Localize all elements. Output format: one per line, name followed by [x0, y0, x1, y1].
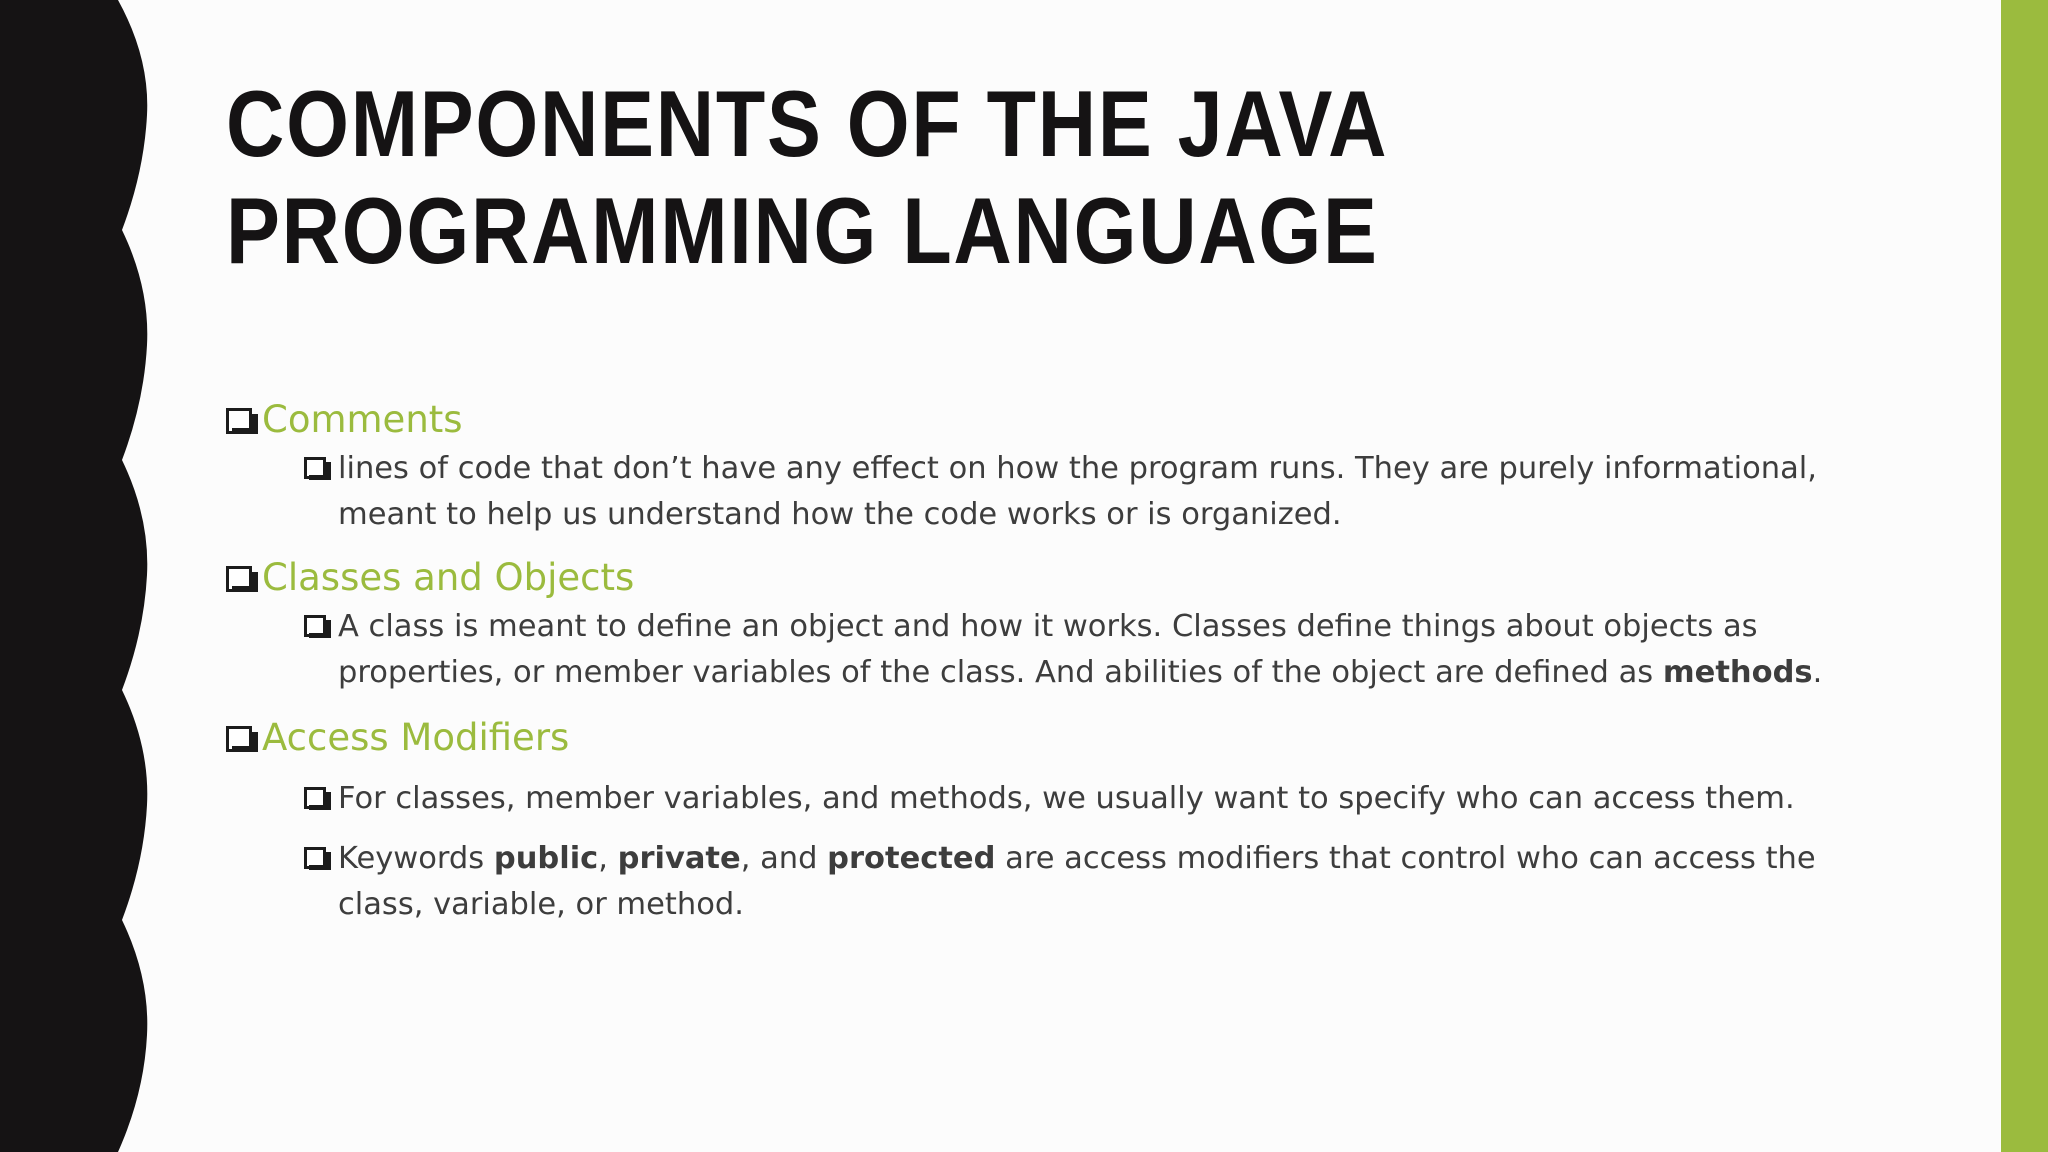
text-segment: lines of code that don’t have any effect on how the program runs. They are purely informational, meant to help us understand how the code works or is organized. — [338, 451, 1817, 532]
list-item — [304, 446, 1906, 538]
bold-keyword: methods — [1662, 655, 1813, 690]
checkbox-bullet-icon — [304, 604, 338, 650]
section-heading: Classes and Objects — [262, 556, 635, 599]
checkbox-bullet-icon — [226, 552, 262, 604]
wave-shape — [0, 0, 147, 1152]
section-comments — [226, 394, 1906, 446]
text-segment: For classes, member variables, and methods, we usually want to specify who can access them. — [338, 781, 1795, 816]
section-classes-and-objects — [226, 552, 1906, 604]
list-item — [304, 776, 1906, 822]
title-line-2: PROGRAMMING LANGUAGE — [226, 178, 1379, 283]
title-line-1: COMPONENTS OF THE JAVA — [226, 71, 1389, 176]
text-segment: Keywords — [338, 841, 494, 876]
bold-keyword: protected — [827, 841, 996, 876]
section-heading: Comments — [262, 398, 463, 441]
bullet-text — [338, 604, 1898, 696]
green-accent-bar — [2001, 0, 2048, 1152]
checkbox-bullet-icon — [304, 776, 338, 822]
bullet-list — [226, 394, 1906, 928]
checkbox-bullet-icon — [304, 836, 338, 882]
list-item — [304, 604, 1906, 696]
bullet-text — [338, 836, 1898, 928]
bold-keyword: public — [493, 841, 599, 876]
bullet-text — [338, 446, 1898, 538]
checkbox-bullet-icon — [304, 446, 338, 492]
text-segment: A class is meant to define an object and how it works. Classes define things about objects as properties, or member variables of the class. And abilities of the object are defined as — [338, 609, 1758, 690]
checkbox-bullet-icon — [226, 712, 262, 764]
slide-title — [226, 70, 1516, 284]
text-segment: , and — [740, 841, 828, 876]
wavy-black-band — [0, 0, 160, 1152]
text-segment: are access modifiers that control who can access the class, variable, or method. — [338, 841, 1816, 922]
text-segment: , — [598, 841, 618, 876]
bullet-text — [338, 776, 1898, 822]
section-access-modifiers — [226, 712, 1906, 764]
section-heading: Access Modifiers — [262, 716, 570, 759]
checkbox-bullet-icon — [226, 394, 262, 446]
list-item — [304, 836, 1906, 928]
text-segment: . — [1812, 655, 1823, 690]
bold-keyword: private — [617, 841, 741, 876]
